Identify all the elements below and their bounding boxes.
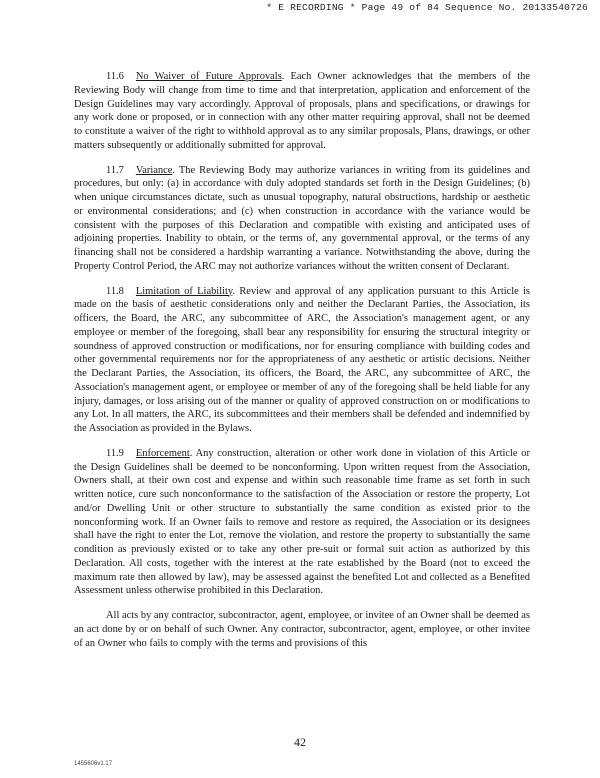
section-heading: No Waiver of Future Approvals: [135, 71, 282, 82]
section-heading: Limitation of Liability: [135, 285, 233, 297]
section-body: Any construction, alteration or other work done in violation of this Article or the Design Guidelines shall be deemed to be nonconforming. Upon written request from the Association, Owners shall, at their own cost and expense and within such reasonable time frame as set forth in such written notice, cure such nonconformance to the satisfaction of the Association or restore the property, Lot and/or Dwelling Unit or other structure to substantially the same condition as existed prior to the nonconforming work. If an Owner fails to remove and restore as required, the Association or its designees shall have the right to enter the Lot, remove the violation, and restore the property to substantially the same condition as previously existed or to take any other pre-suit or formal suit action as authorized by this Declaration. All costs, together with the interest at the rate established by the Board (not to exceed the maximum rate then allowed by law), may be assessed against the benefited Lot and collected as a Benefited Assessment unless otherwise prohibited in this Declaration.: [74, 447, 530, 597]
paragraph-body: All acts by any contractor, subcontractor, agent, employee, or invitee of an Owner shall be deemed as an act done by or on behalf of such Owner. Any contractor, subcontractor, agent, employee, or other invitee of an Owner who fails to comply with the terms and provisions of this: [74, 610, 530, 649]
section-11-8: 11.8 Limitation of Liability. Review and approval of any application pursuant to this Article is made on the basis of aesthetic considerations only and neither the Declarant Parties, the Association, its officers, the Board, the ARC, any subcommittee of ARC, the Association's management agent, or any employee or member of the foregoing, shall bear any responsibility for ensuring the structural integrity or soundness of approved construction or modifications, nor for ensuring compliance with building codes and other governmental requirements nor for the appropriateness of any aesthetic or artistic decisions. Neither the Declarant Parties, the Association, its officers, the Board, the ARC, any subcommittee of ARC, the Association's management agent, or employee or member of any of the foregoing shall be held liable for any injury, damages, or loss arising out of the manner or quality of approved construction on or modifications to any Lot. In all matters, the ARC, its subcommittees and their members shall be defended and indemnified by the Association as provided in the Bylaws.: [74, 285, 530, 434]
document-code: 1455606v1.17: [74, 761, 113, 767]
section-11-6: 11.6 No Waiver of Future Approvals. Each Owner acknowledges that the members of the Reviewing Body will change from time to time and that interpretation, application and enforcement of the Design Guidelines may vary accordingly. Approval of proposals, plans and specifications, or drawings for any work done or proposed, or in connection with any other matter requiring approval, shall not be deemed to constitute a waiver of the right to withhold approval as to any similar proposals, Plans, drawings, or other matters subsequently or additionally submitted for approval.: [74, 71, 531, 151]
section-11-7: 11.7 Variance. The Reviewing Body may authorize variances in writing from its guidelines and procedures, but only: (a) in accordance with duly adopted standards set forth in the Design Guidelines; (b) when unique circumstances dictate, such as unusual topography, natural obstructions, hardship or aesthetic or environmental considerations; and (c) when construction in accordance with the variance would be consistent with the purposes of this Declaration and compatible with existing and anticipated uses of adjoining properties. Inability to obtain, or the terms of, any governmental approval, or the terms of any financing shall not be considered a hardship warranting a variance. Notwithstanding the above, during the Property Control Period, the ARC may not authorize variances without the written consent of Declarant.: [74, 164, 530, 272]
section-number: 11.7: [106, 164, 124, 176]
document-body: [74, 70, 530, 661]
paragraph-contractor-acts: [74, 609, 530, 650]
page-number: 42: [294, 735, 306, 749]
section-number: 11.9: [106, 447, 124, 459]
section-body: The Reviewing Body may authorize variances in writing from its guidelines and procedures, but only: (a) in accordance with duly adopted standards set forth in the Design Guidelines; (b) when unique circumstances dictate, such as unusual topography, natural obstructions, hardship or aesthetic or environmental considerations; and (c) when construction in accordance with the variance would be consistent with the purposes of this Declaration and compatible with existing and anticipated uses of adjoining properties. Inability to obtain, or the terms of, any governmental approval, or the terms of any financing shall not be considered a hardship warranting a variance. Notwithstanding the above, during the Property Control Period, the ARC may not authorize variances without the written consent of Declarant.: [74, 164, 530, 272]
section-11-9: 11.9 Enforcement. Any construction, alteration or other work done in violation of this Article or the Design Guidelines shall be deemed to be nonconforming. Upon written request from the Association, Owners shall, at their own cost and expense and within such reasonable time frame as set forth in such written notice, cure such nonconformance to the satisfaction of the Association or restore the property, Lot and/or Dwelling Unit or other structure to substantially the same condition as existed prior to the nonconforming work. If an Owner fails to remove and restore as required, the Association or its designees shall have the right to enter the Lot, remove the violation, and restore the property to substantially the same condition as previously existed or to take any other pre-suit or formal suit action as authorized by this Declaration. All costs, together with the interest at the rate established by the Board (not to exceed the maximum rate then allowed by law), may be assessed against the benefited Lot and collected as a Benefited Assessment unless otherwise prohibited in this Declaration.: [74, 447, 530, 597]
section-body: Each Owner acknowledges that the members of the Reviewing Body will change from time to time and that interpretation, application and enforcement of the Design Guidelines may vary accordingly. Approval of proposals, plans and specifications, or drawings for any work done or proposed, or in connection with any other matter requiring approval, shall not be deemed to constitute a waiver of the right to withhold approval as to any similar proposals, Plans, drawings, or other matters subsequently or additionally submitted for approval.: [74, 71, 531, 151]
section-number: 11.8: [106, 285, 124, 297]
section-heading: Variance: [135, 164, 173, 176]
section-body: Review and approval of any application pursuant to this Article is made on the basis of aesthetic considerations only and neither the Declarant Parties, the Association, its officers, the Board, the ARC, any subcommittee of ARC, the Association's management agent, or any employee or member of the foregoing, shall bear any responsibility for ensuring the structural integrity or soundness of approved construction or modifications, nor for ensuring compliance with building codes and other governmental requirements nor for the appropriateness of any aesthetic or artistic decisions. Neither the Declarant Parties, the Association, its officers, the Board, the ARC, any subcommittee of ARC, the Association's management agent, or employee or member of any of the foregoing shall be held liable for any injury, damages, or loss arising out of the manner or quality of approved construction on or modifications to any Lot. In all matters, the ARC, its subcommittees and their members shall be defended and indemnified by the Association as provided in the Bylaws.: [74, 285, 530, 434]
section-number: 11.6: [106, 71, 124, 82]
section-heading: Enforcement: [135, 447, 190, 459]
recording-header: * E RECORDING * Page 49 of 84 Sequence No. 20133540726: [266, 2, 588, 13]
